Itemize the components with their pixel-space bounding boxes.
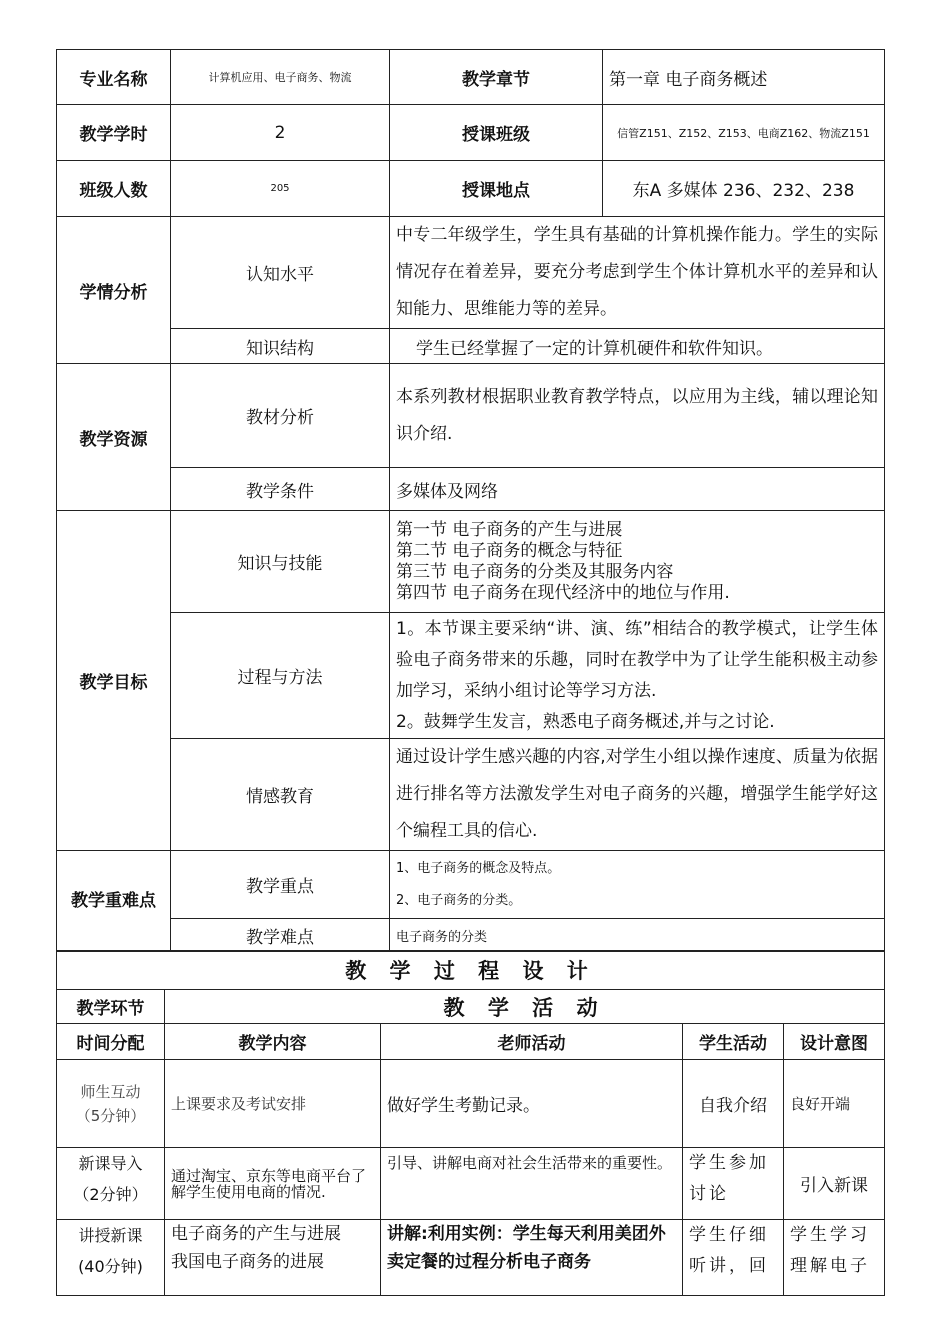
keypoints-label: 教学重难点 [57, 851, 171, 952]
method-text [390, 613, 885, 739]
method-text-2: 2。鼓舞学生发言，熟悉电子商务概述,并与之讨论. [396, 711, 775, 732]
conditions-text: 多媒体及网络 [390, 468, 885, 511]
row-teacher: 做好学生考勤记录。 [381, 1060, 683, 1148]
analysis-label: 学情分析 [57, 217, 171, 364]
hours-label: 教学学时 [57, 105, 171, 161]
col-student: 学生活动 [683, 1024, 784, 1060]
table-row-stage [57, 1060, 165, 1148]
count-value: 205 [171, 161, 390, 217]
place-label: 授课地点 [390, 161, 603, 217]
difficulty-text: 电子商务的分类 [390, 919, 885, 952]
time-label: 时间分配 [57, 1024, 165, 1060]
activity-title: 教 学 活 动 [165, 990, 885, 1024]
table-row-stage [57, 1220, 165, 1296]
skills-item: 第二节 电子商务的概念与特征 [396, 540, 623, 561]
key-item: 1、电子商务的概念及特点。 [396, 860, 561, 876]
chapter-value: 第一章 电子商务概述 [603, 50, 885, 105]
stage-time: (40分钟) [78, 1257, 143, 1276]
row-teacher: 讲解:利用实例：学生每天利用美团外卖定餐的过程分析电子商务 [381, 1220, 683, 1296]
class-value: 信管Z151、Z152、Z153、电商Z162、物流Z151 [603, 105, 885, 161]
hours-value: 2 [171, 105, 390, 161]
difficulty-label: 教学难点 [171, 919, 390, 952]
row-student: 自我介绍 [683, 1060, 784, 1148]
row-content: 上课要求及考试安排 [165, 1060, 381, 1148]
textbook-text: 本系列教材根据职业教育教学特点，以应用为主线，辅以理论知识介绍. [390, 364, 885, 468]
skills-label: 知识与技能 [171, 511, 390, 613]
skills-item: 第三节 电子商务的分类及其服务内容 [396, 561, 674, 582]
stage-time: （5分钟） [75, 1106, 146, 1125]
col-teacher: 老师活动 [381, 1024, 683, 1060]
resources-label: 教学资源 [57, 364, 171, 511]
class-label: 授课班级 [390, 105, 603, 161]
table-row-stage [57, 1148, 165, 1220]
row-content: 通过淘宝、京东等电商平台了解学生使用电商的情况. [165, 1148, 381, 1220]
row-teacher: 引导、讲解电商对社会生活带来的重要性。 [381, 1148, 683, 1220]
knowledge-text: 学生已经掌握了一定的计算机硬件和软件知识。 [390, 329, 885, 364]
col-content: 教学内容 [165, 1024, 381, 1060]
chapter-label: 教学章节 [390, 50, 603, 105]
row-intent: 引入新课 [784, 1148, 885, 1220]
skills-item: 第一节 电子商务的产生与进展 [396, 519, 623, 540]
stage-time: （2分钟） [73, 1185, 148, 1204]
stage-label: 教学环节 [57, 990, 165, 1024]
knowledge-label: 知识结构 [171, 329, 390, 364]
row-intent: 良好开端 [784, 1060, 885, 1148]
stage-name: 师生互动 [80, 1082, 141, 1101]
row-student: 学生参加讨论 [683, 1148, 784, 1220]
row-student: 学生仔细听讲，回 [683, 1220, 784, 1296]
major-value: 计算机应用、电子商务、物流 [171, 50, 390, 105]
place-value: 东A 多媒体 236、232、238 [603, 161, 885, 217]
conditions-label: 教学条件 [171, 468, 390, 511]
key-item: 2、电子商务的分类。 [396, 892, 522, 908]
emotion-text: 通过设计学生感兴趣的内容,对学生小组以操作速度、质量为依据进行排名等方法激发学生对电子商务的兴趣，增强学生能学好这个编程工具的信心. [390, 739, 885, 851]
col-intent: 设计意图 [784, 1024, 885, 1060]
count-label: 班级人数 [57, 161, 171, 217]
skills-item: 第四节 电子商务在现代经济中的地位与作用. [396, 582, 730, 603]
major-label: 专业名称 [57, 50, 171, 105]
emotion-label: 情感教育 [171, 739, 390, 851]
goals-label: 教学目标 [57, 511, 171, 851]
cognition-text: 中专二年级学生，学生具有基础的计算机操作能力。学生的实际情况存在着差异，要充分考虑到学生个体计算机水平的差异和认知能力、思维能力等的差异。 [390, 217, 885, 329]
row-content: 电子商务的产生与进展 我国电子商务的进展 [165, 1220, 381, 1296]
skills-list [390, 511, 885, 613]
stage-name: 新课导入 [78, 1154, 143, 1173]
cognition-label: 认知水平 [171, 217, 390, 329]
process-table [56, 950, 885, 1296]
lesson-info-table [56, 49, 885, 952]
method-label: 过程与方法 [171, 613, 390, 739]
textbook-label: 教材分析 [171, 364, 390, 468]
row-intent: 学生学习理解电子 [784, 1220, 885, 1296]
method-text-1: 1。本节课主要采纳“讲、演、练”相结合的教学模式，让学生体验电子商务带来的乐趣，同时在教学中为了让学生能积极主动参加学习，采纳小组讨论等学习方法. [396, 618, 878, 701]
stage-name: 讲授新课 [78, 1226, 143, 1245]
process-title: 教 学 过 程 设 计 [57, 951, 885, 990]
key-list [390, 851, 885, 919]
key-label: 教学重点 [171, 851, 390, 919]
